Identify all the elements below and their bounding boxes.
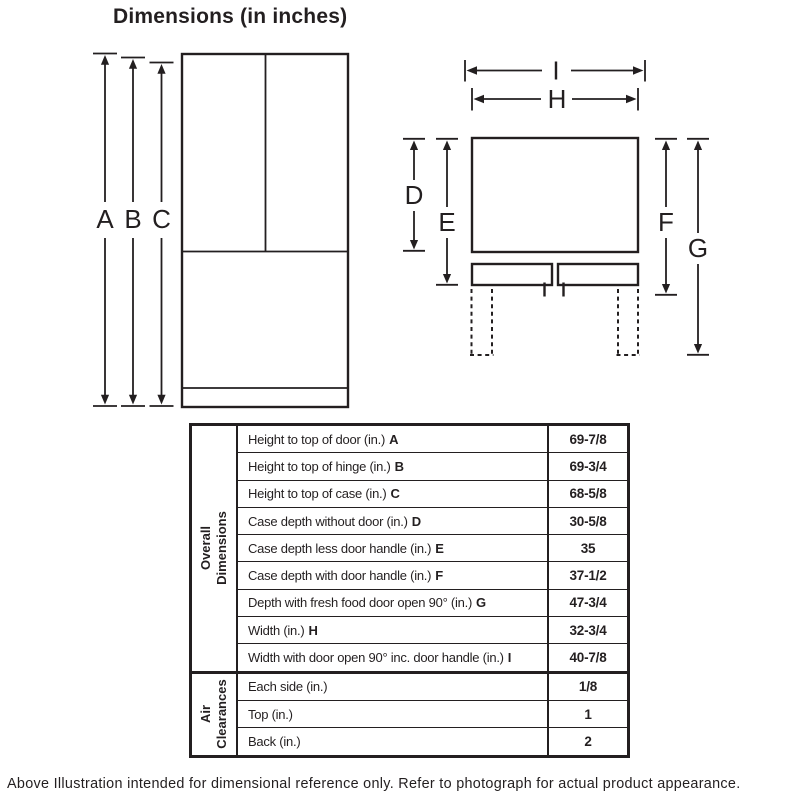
clearance-value: 1/8 xyxy=(547,674,627,700)
section-header-line: Air xyxy=(197,705,213,724)
dimension-value: 37-1/2 xyxy=(547,562,627,588)
dimension-key: F xyxy=(435,568,444,584)
clearance-value: 2 xyxy=(547,728,627,754)
dimension-label: Case depth less door handle (in.) E xyxy=(248,540,444,556)
left-door-top-outline xyxy=(472,264,552,285)
label-f: F xyxy=(658,207,674,237)
label-c: C xyxy=(152,204,171,234)
section-header-vertical xyxy=(192,674,238,755)
table-row xyxy=(238,589,627,616)
dimension-label: Case depth without door (in.) D xyxy=(248,513,422,529)
clearance-label: Back (in.) xyxy=(248,733,301,749)
dimension-value: 32-3/4 xyxy=(547,617,627,643)
dimension-value: 69-3/4 xyxy=(547,453,627,479)
overall-dimensions-section xyxy=(192,426,627,671)
dimension-label: Height to top of case (in.) C xyxy=(248,486,400,502)
dimension-arrow-a xyxy=(93,54,117,407)
right-door-top-outline xyxy=(558,264,638,285)
table-row xyxy=(238,700,627,727)
page-title: Dimensions (in inches) xyxy=(113,5,348,28)
dimension-value: 35 xyxy=(547,535,627,561)
table-row xyxy=(238,616,627,643)
dimension-arrow-i xyxy=(465,56,645,86)
dimension-arrow-e xyxy=(436,139,458,285)
arrow-right-icon xyxy=(626,95,637,103)
dimension-value: 40-7/8 xyxy=(547,644,627,670)
section-header-line: Overall xyxy=(197,526,213,571)
dimension-key: D xyxy=(411,513,422,529)
table-row xyxy=(238,727,627,754)
arrow-down-icon xyxy=(101,395,109,405)
dimensions-table xyxy=(189,423,630,758)
table-row xyxy=(238,452,627,479)
label-i: I xyxy=(552,55,560,86)
label-a: A xyxy=(96,204,114,234)
dimension-arrow-d xyxy=(403,139,425,251)
table-row xyxy=(238,480,627,507)
section-header-line: Dimensions xyxy=(214,511,229,586)
door-open-swing-dashed xyxy=(470,289,640,355)
arrow-down-icon xyxy=(662,284,670,294)
table-row xyxy=(238,534,627,561)
air-clearances-section xyxy=(192,671,627,755)
table-row xyxy=(238,674,627,700)
arrow-down-icon xyxy=(694,344,702,354)
dimension-label: Width (in.) H xyxy=(248,622,318,638)
dimension-key: A xyxy=(389,431,399,447)
label-e: E xyxy=(438,207,456,237)
dimension-arrow-b xyxy=(121,58,145,407)
arrow-down-icon xyxy=(443,274,451,284)
table-row xyxy=(238,507,627,534)
front-view-diagram xyxy=(93,54,348,408)
dimension-value: 47-3/4 xyxy=(547,590,627,616)
table-row xyxy=(238,561,627,588)
dimension-key: B xyxy=(394,458,404,474)
dimension-arrow-c xyxy=(150,63,174,407)
dimension-value: 69-7/8 xyxy=(547,426,627,452)
table-row xyxy=(238,643,627,670)
dimension-label: Width with door open 90° inc. door handle (in.) I xyxy=(248,650,512,666)
clearance-label: Top (in.) xyxy=(248,706,293,722)
arrow-right-icon xyxy=(633,66,644,74)
label-g: G xyxy=(687,233,709,263)
table-row xyxy=(238,426,627,452)
arrow-down-icon xyxy=(410,240,418,250)
dimension-key: I xyxy=(507,650,512,666)
dimension-arrow-f xyxy=(655,139,677,295)
disclaimer-text: Above Illustration intended for dimensional reference only. Refer to photograph for actual product appearance. xyxy=(7,776,741,792)
dimension-arrow-h xyxy=(472,84,638,114)
clearance-value: 1 xyxy=(547,701,627,727)
clearance-label: Each side (in.) xyxy=(248,679,328,695)
dimension-label: Depth with fresh food door open 90° (in.) G xyxy=(248,595,487,611)
arrow-down-icon xyxy=(157,395,165,405)
case-top-outline xyxy=(472,138,638,252)
dimension-label: Case depth with door handle (in.) F xyxy=(248,568,444,584)
label-b: B xyxy=(124,204,142,234)
dimension-key: H xyxy=(308,622,318,638)
dimension-key: C xyxy=(390,486,400,502)
dimension-key: E xyxy=(435,540,444,556)
section-header-line: Clearances xyxy=(214,679,229,749)
section-header-vertical xyxy=(192,426,238,671)
dimension-value: 68-5/8 xyxy=(547,481,627,507)
dimension-value: 30-5/8 xyxy=(547,508,627,534)
dimension-key: G xyxy=(476,595,487,611)
arrow-down-icon xyxy=(129,395,137,405)
label-d: D xyxy=(404,180,424,210)
dimension-arrow-g xyxy=(687,139,709,355)
label-h: H xyxy=(547,84,567,114)
top-view-diagram xyxy=(403,56,709,356)
dimension-label: Height to top of hinge (in.) B xyxy=(248,458,404,474)
dimension-label: Height to top of door (in.) A xyxy=(248,431,399,447)
